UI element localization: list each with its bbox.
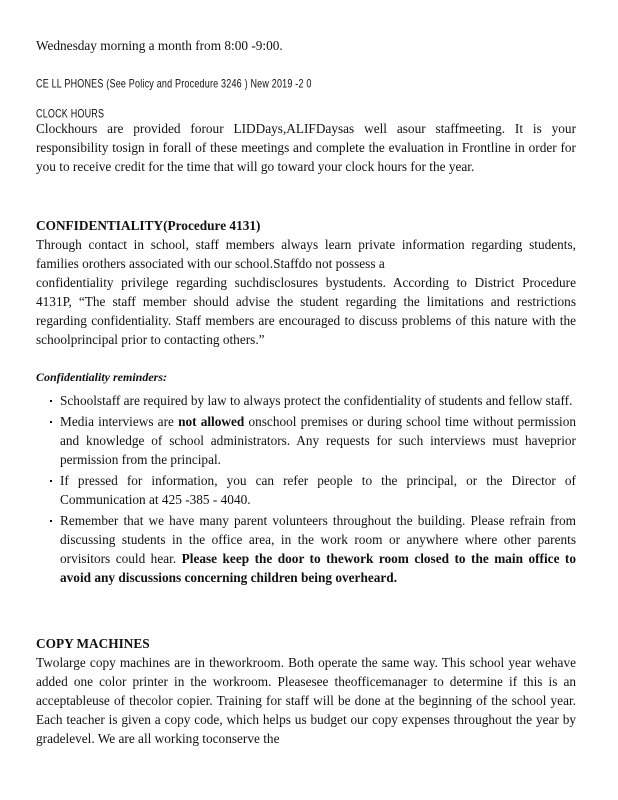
list-item: If pressed for information, you can refer people to the principal, or the Director of Communication at 425 -385 - 4040.: [42, 471, 576, 509]
meeting-line: Wednesday morning a month from 8:00 -9:00.: [36, 38, 283, 53]
confidentiality-para-2: confidentiality privilege regarding suchdisclosures bystudents. According to District Procedure 4131P, “The staff member should advise the student regarding the limitations and restrictions regarding confidentiality. Staff members are encouraged to discuss problems of this nature with the schoolprincipal prior to contacting others.”: [36, 275, 576, 347]
confidentiality-para-1: Through contact in school, staff members always learn private information regarding students, families orothers associated with our school.Staffdo not possess a: [36, 237, 576, 271]
cell-phones-line: CE LL PHONES (See Policy and Procedure 3246 ) New 2019 -2 0: [36, 77, 312, 91]
clock-hours-label: CLOCK HOURS: [36, 107, 105, 121]
list-item: Remember that we have many parent volunteers throughout the building. Please refrain from discussing students in the office area, in the work room or anywhere where other parents orvisitors could hear. Please keep the door to thework room closed to the main office to avoid any discussions concerning children being overheard.: [42, 511, 576, 587]
confidentiality-heading: CONFIDENTIALITY(Procedure 4131): [36, 218, 261, 233]
list-item: Schoolstaff are required by law to always protect the confidentiality of students and fellow staff.: [42, 391, 576, 410]
clock-hours-text: Clockhours are provided forour LIDDays,ALIFDaysas well asour staffmeeting. It is your responsibility tosign in forall of these meetings and complete the evaluation in Frontline in order for you to receive credit for the time that will go toward your clock hours for the year.: [36, 121, 576, 174]
copy-machines-text: Twolarge copy machines are in theworkroom. Both operate the same way. This school year wehave added one color printer in the workroom. Pleasesee theofficemanager to determine if this is an acceptableuse of thecolor copier. Training for staff will be done at the beginning of the school year. Each teacher is given a copy code, which helps us budget our copy expenses throughout the year by gradelevel. We are all working toconserve the: [36, 655, 576, 746]
copy-machines-section: [36, 634, 576, 748]
confidentiality-section: [36, 216, 576, 349]
copy-machines-heading: COPY MACHINES: [36, 636, 150, 651]
reminders-section: [36, 368, 576, 589]
reminders-label: Confidentiality reminders:: [36, 370, 168, 384]
reminders-list: [42, 391, 576, 587]
clock-hours-text-block: [36, 119, 576, 176]
list-item: Media interviews are not allowed onschool premises or during school time without permission and knowledge of school administrators. Any requests for such interviews must haveprior permission from the principal.: [42, 412, 576, 469]
